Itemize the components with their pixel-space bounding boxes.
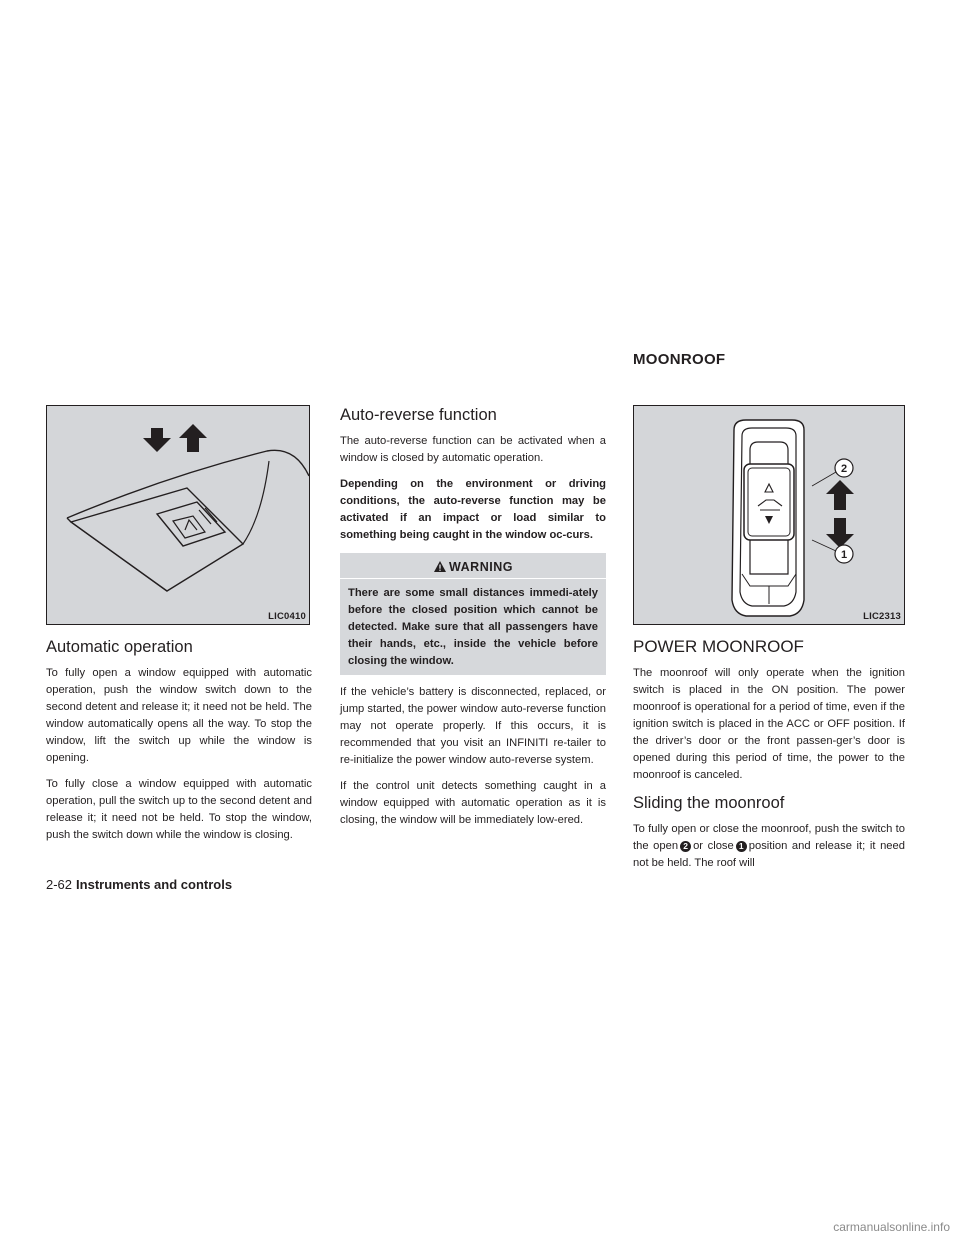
column-middle: [340, 405, 606, 838]
figure-window-switch: [46, 405, 310, 625]
warning-header: [340, 553, 606, 579]
callout-close-number: 1: [840, 549, 848, 561]
paragraph: If the vehicle’s battery is disconnected, replaced, or jump started, the power window auto-reverse function may not operate properly. If this occurs, it is recommended that you visit an INFINITI re-tailer to re-initialize the power window auto-reverse system.: [340, 686, 606, 766]
figure-label: LIC0410: [268, 611, 306, 622]
paragraph: To fully open a window equipped with automatic operation, push the window switch down to the second detent and release it; it need not be held. The window automatically opens all the way. To stop the window, lift the switch up while the window is opening.: [46, 667, 312, 764]
heading-power-moonroof: POWER MOONROOF: [633, 637, 804, 656]
heading-auto-reverse: Auto-reverse function: [340, 406, 497, 424]
heading-sliding-moonroof: Sliding the moonroof: [633, 794, 785, 812]
paragraph: The auto-reverse function can be activated when a window is closed by automatic operation.: [340, 435, 606, 464]
paragraph: If the control unit detects something caught in a window equipped with automatic operation as it is closing, the window will be immediately low-ered.: [340, 780, 606, 826]
paragraph: To fully close a window equipped with automatic operation, pull the switch up to the second detent and release it; it need not be held. To stop the window, push the switch down while the window is closing.: [46, 778, 312, 841]
text: position and release it; it need not be held. The roof will: [633, 840, 905, 869]
circled-number-1: 1: [736, 841, 747, 852]
moonroof-switch-illustration: [634, 406, 904, 624]
text: or close: [693, 840, 734, 852]
paragraph-bold: Depending on the environment or driving conditions, the auto-reverse function may be activated if an impact or load similar to something being caught in the window oc-curs.: [340, 478, 606, 541]
callout-open-number: 2: [840, 463, 848, 475]
column-left: [46, 405, 312, 853]
paragraph: [633, 821, 905, 872]
page-footer: [46, 877, 232, 892]
window-switch-illustration: [47, 406, 309, 624]
circled-number-2: 2: [680, 841, 691, 852]
figure-moonroof-switch: [633, 405, 905, 625]
warning-box: [340, 553, 606, 675]
paragraph: The moonroof will only operate when the ignition switch is placed in the ON position. The power moonroof is operational for a period of time, even if the ignition switch is placed in the ACC or OFF position. If the driver’s door or the front passen-ger’s door is opened during this period of time, the power to the moonroof is canceled.: [633, 667, 905, 781]
text: To fully open or close the moonroof, push the switch to the open: [633, 823, 905, 852]
section-title: MOONROOF: [633, 351, 726, 368]
warning-title: WARNING: [449, 560, 513, 574]
heading-automatic-operation: Automatic operation: [46, 638, 193, 656]
figure-label: LIC2313: [863, 611, 901, 622]
warning-triangle-icon: [433, 560, 447, 573]
watermark: carmanualsonline.info: [833, 1220, 950, 1234]
page-number: 2-62: [46, 877, 73, 892]
chapter-title: Instruments and controls: [76, 877, 233, 892]
warning-text: There are some small distances immedi-ately before the closed position which cannot be detected. Make sure that all passengers have their hands, etc., inside the vehicle before closing the window.: [348, 587, 598, 667]
column-right: [633, 405, 905, 881]
